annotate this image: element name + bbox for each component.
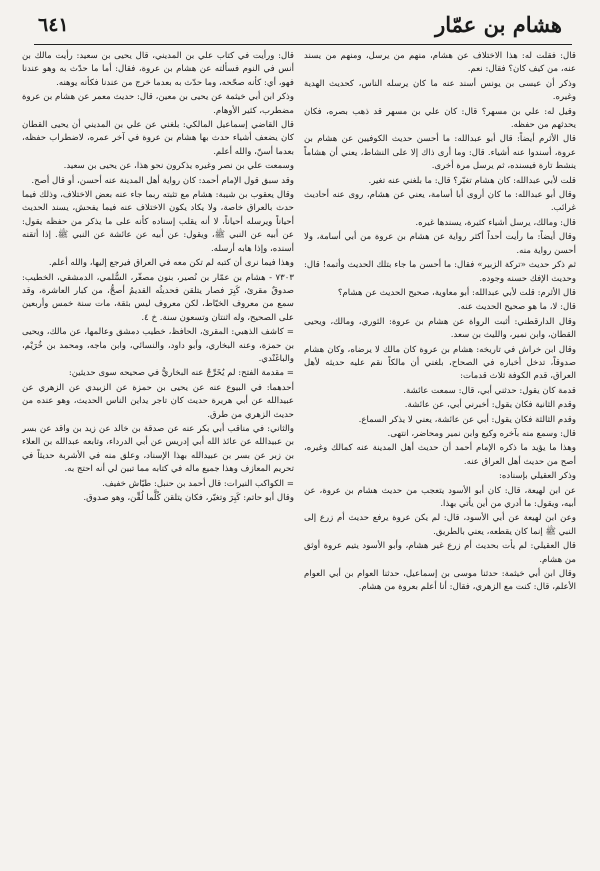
paragraph: وقال يعقوب بن شيبة: هشام مع تثبته ربما جاء عنه بعض الاختلاف، وذلك فيما حدث بالعراق خاصة، ولا يكاد يكون الاختلاف عنه فيما يفحش، يسند الحديث أحياناً ويرسله أحياناً، لا أنه يقلب إسناده كأنه على ما يذكر من حفظه يقول: عن أبيه عن النبي ﷺ، ويقول: عن أبيه عن عائشة عن النبي ﷺ. إذا أتقنه أسنده، وإذا هابه أرسله. — [22, 190, 294, 254]
paragraph: = الكواكب النيرات: قال أحمد بن حنبل: طيّاش خفيف. — [102, 478, 294, 489]
paragraph: وعن ابن لهيعة عن أبي الأسود، قال: لم يكن عروة يرفع حديث أم زرع إلى النبي ﷺ إنما كان يقطعه، يعني بالطريق. — [304, 513, 576, 537]
paragraph: قال الأثرم أيضاً: قال أبو عبدالله: ما أحسن حديث الكوفيين عن هشام بن عروة، أسندوا عنه أشياء. قال: وما أرى ذاك إلا على النشاط، يعني أن هشاماً ينشط تارة فيسنده، ثم يرسل مرة أخرى. — [304, 134, 576, 172]
paragraph: عن ابن لهيعة، قال: كان أبو الأسود يتعجب من حديث هشام بن عروة، عن أبيه، ويقول: ما أدري من أين يأتي بهذا. — [304, 485, 576, 509]
paragraph: قال: فقلت له: هذا الاختلاف عن هشام، منهم من يرسل، ومنهم من يسند عنه، من كيف كان؟ فقال: نعم. — [304, 51, 576, 75]
paragraph: قلت لأبي عبدالله: كان هشام تغيّر؟ قال: ما بلغني عنه تغير. — [368, 175, 576, 186]
paragraph: وقال ابن أبي خيثمة: حدثنا موسى بن إسماعيل، حدثنا العوام بن أبي العوام الأعلم، قال: كنت مع الزهري، فقال: أنا أعلم بعروة من هشام. — [304, 569, 576, 593]
paragraph: وذكر العقيلي بإسناده: — [498, 471, 576, 482]
paragraph: ٧٣٠٣ - هشام بن عمّار بن نُصير، بنون مصغّر، السُّلمي، الدمشقي، الخطيب: صدوقٌ مقرئ، كَبِرَ فصار يتلقن فحديثُه القديمُ أصحُّ، من كبار العاشرة، وقد سمع من معروف الخيّاط، لكن معروف ليس بثقة، مات سنة خمس وأربعين على الصحيح، وله اثنتان وتسعون سنة. خ ٤. — [22, 272, 294, 323]
paragraph: وسمعت علي بن نصر وغيره يذكرون نحو هذا، عن يحيى بن سعيد. — [63, 161, 294, 172]
header-rule — [34, 44, 572, 45]
paragraph: وقال أبو حاتم: كَبِرَ وتغيّر، فكان يتلقن كُلَّما لُقِّن، وهو صدوق. — [83, 493, 294, 503]
book-page — [10, 8, 588, 864]
paragraph: وقال أيضاً: ما رأيت أحداً أكثر رواية عن هشام بن عروة من أبي أسامة، ولا أحسن رواية منه. — [304, 232, 576, 256]
paragraph: قال: ومالك، يرسل أشياء كثيرة، يسندها غيره. — [415, 217, 576, 228]
paragraph: وذكر أن عيسى بن يونس أسند عنه ما كان يرسله الناس، كحديث الهدية وغيره. — [304, 78, 576, 103]
paragraph: = كاشف الذهبي: المقرئ، الحافظ، خطيب دمشق وعالمها، عن مالك، ويحيى بن حمزة، وعنه البخاري، وأبو داود، والنسائي، وابن ماجه، ومحمد بن خُرَيْم، والباغَنْدي. — [22, 327, 294, 364]
paragraph: ثم ذكر حديث «تركة الزبير» فقال: ما أحسن ما جاء بتلك الحديث وأتمه! قال: وحديث الإفك حسنه وجوده. — [304, 260, 576, 284]
running-title: هشام بن عمّار — [435, 12, 562, 37]
paragraph: قال الأثرم: قلت لأبي عبدالله: أبو معاوية، صحيح الحديث عن هشام؟ — [337, 287, 576, 298]
left-column — [22, 50, 294, 864]
page-number: ٦٤١ — [38, 14, 69, 36]
paragraph: وهذا ما يؤيد ما ذكره الإمام أحمد أن حديث أهل المدينة عنه كمالك وغيره، أصح من حديث أهل العراق عنه. — [304, 443, 576, 467]
paragraph: قدمة كان يقول: حدثني أبي، قال: سمعت عائشة. — [403, 385, 576, 396]
paragraph: قال: ورأيت في كتاب علي بن المديني، قال يحيى بن سعيد: رأيت مالك بن أنس في النوم فسألته عن هشام بن عروة، فقال: أما ما حدّث به وهو عندنا فهو، أي: كأنه صحّحه، وما حدّث به بعدما خرج من عندنا فكأنه يوهنه. — [22, 51, 294, 88]
paragraph: والثاني: في مناقب أبي بكر عنه عن صدقة بن خالد عن زيد بن واقد عن بسر بن عبيدالله عن عائذ الله أبي إدريس عن أبي الدرداء، وتابعه عبدالله بن العلاء بن زبر عن بسر بن عبيدالله بهذا الإسناد، وعلق منه في الأشربة حديثاً في تحريم المعازف وهذا جميع ماله في كتابه مما تبين لي أنه احتج به. — [22, 423, 294, 475]
paragraph: وقال الدارقطني: أثبت الرواة عن هشام بن عروة: الثوري، ومالك، ويحيى القطان، وابن نمير، والليث بن سعد. — [304, 316, 576, 341]
paragraph: قال العقيلي: لم يأت بحديث أم زرع غير هشام، وأبو الأسود يتيم عروة أوثق من هشام. — [304, 541, 576, 565]
paragraph: = مقدمة الفتح: لم يُخَرِّجْ عنه البخاريُّ في صحيحه سوى حديثين: — [68, 368, 294, 379]
paragraph: وقيل له: علي بن مسهر؟ قال: كان علي بن مسهر قد ذهب بصره، فكان يحدثهم من حفظه. — [304, 106, 576, 131]
right-column — [304, 50, 576, 864]
paragraph: وقد سبق قول الإمام أحمد: كان رواية أهل المدينة عنه أحسن، أو قال أصح. — [31, 175, 294, 186]
paragraph: قال: لا، ما هو صحيح الحديث عنه. — [457, 302, 576, 313]
paragraph: قال القاضي إسماعيل المالكي: بلغني عن علي بن المديني أن يحيى القطان كان يضعف أشياء حدث بها هشام بن عروة في آخر عمره، لاضطراب حفظه، بعدما أسنّ، والله أعلم. — [22, 120, 294, 157]
paragraph: وقال ابن خراش في تاريخه: هشام بن عروة كان مالك لا يرضاه، وكان هشام صدوقاً، تدخل أخباره في الصحاح، بلغني أن مالكاً نقم عليه حديثه لأهل العراق، قدم الكوفة ثلاث قدمات: — [304, 344, 576, 382]
paragraph: وقدم الثالثة فكان يقول: أبي عن عائشة، يعني لا يذكر السماع. — [358, 414, 576, 425]
paragraph: وقال أبو عبدالله: ما كان أروى أبا أسامة، يعني عن هشام، روى عنه أحاديث غرائب. — [304, 190, 576, 214]
paragraph: وذكر ابن أبي خيثمة عن يحيى بن معين، قال: حديث معمر عن هشام بن عروة مضطرب، كثير الأوهام. — [22, 92, 294, 116]
paragraph: وهذا فيما نرى أن كتبه لم تكن معه في العراق فيرجع إليها، والله أعلم. — [48, 258, 294, 269]
paragraph: أحدهما: في البيوع عنه عن يحيى بن حمزة عن الزبيدي عن الزهري عن عبيدالله عن أبي هريرة حديث كان تاجر يداين الناس الحديث، وهو عنده من حديث الزهري من طرق. — [22, 382, 294, 420]
paragraph: قال: وسمع منه بآخره وكيع وابن نمير ومحاضر، انتهى. — [387, 428, 576, 439]
paragraph: وقدم الثانية فكان يقول: أخبرني أبي، عن عائشة. — [404, 400, 576, 411]
